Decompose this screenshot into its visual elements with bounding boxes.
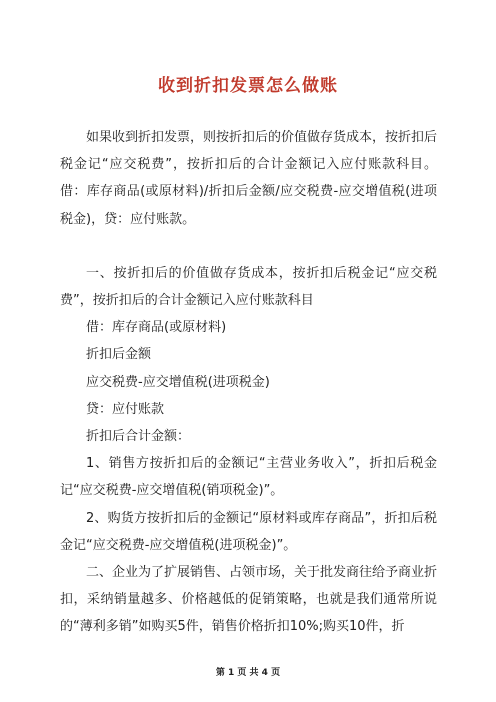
paragraph-debit-line: 借：库存商品(或原材料) (86, 320, 227, 336)
paragraph-intro: 如果收到折扣发票，则按折扣后的价值做存货成本，按折扣后税金记“应交税费”，按折扣后的合计金额记入应付账款科目。借：库存商品(或原材料)/折扣后金额/应交税费-应交增值税(进项税金)，贷：应付账款。 (60, 130, 438, 227)
paragraph-item-2: 2、购货方按折扣后的金额记“原材料或库存商品”，折扣后税金记“应交税费-应交增值税(进项税金)”。 (60, 510, 437, 553)
paragraph-credit-line: 贷：应付账款 (86, 401, 165, 417)
paragraph-item-1: 1、销售方按折扣后的金额记“主营业务收入”，折扣后税金记“应交税费-应交增值税(销项税金)”。 (60, 456, 437, 499)
document-body (60, 124, 437, 641)
paragraph-section-2: 二、企业为了扩展销售、占领市场，关于批发商往给予商业折扣，采纳销量越多、价格越低的促销策略，也就是我们通常所说的“薄利多销”如购买5件，销售价格折扣10%;购买10件，折 (60, 565, 438, 635)
paragraph-discount-amount: 折扣后金额 (86, 347, 152, 363)
paragraph-tax-line: 应交税费-应交增值税(进项税金) (86, 374, 270, 390)
paragraph-total-line: 折扣后合计金额： (86, 429, 191, 445)
document-title: 收到折扣发票怎么做账 (158, 76, 338, 96)
page-footer: 第 1 页 共 4 页 (215, 668, 281, 678)
paragraph-section-1: 一、按折扣后的价值做存货成本，按折扣后税金记“应交税费”，按折扣后的合计金额记入应付账款科目 (60, 265, 437, 309)
